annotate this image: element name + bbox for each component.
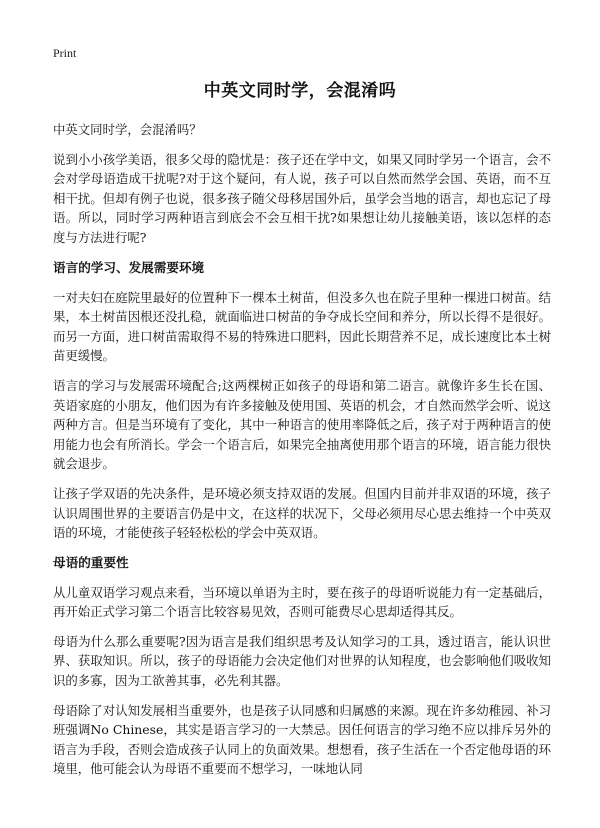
print-link[interactable]: Print — [53, 46, 77, 60]
page-title: 中英文同时学，会混淆吗 — [203, 81, 397, 101]
intro-question: 中英文同时学，会混淆吗？ — [53, 122, 202, 137]
section2-paragraph-3: 母语除了对认知发展相当重要外，也是孩子认同感和归属感的来源。现在许多幼稚园、补习班强调No Chinese，其实是语言学习的一大禁忌。因任何语言的学习绝不应以排斥另外的语言为手段，否则会造成孩子认同上的负面效果。想想看，孩子生活在一个否定他母语的环境里，他可能会认为母语不重要而不想学习，一味地认同 — [53, 702, 551, 777]
section1-paragraph-1: 一对夫妇在庭院里最好的位置种下一棵本土树苗，但没多久也在院子里种一棵进口树苗。结果，本土树苗因根还没扎稳，就面临进口树苗的争夺成长空间和养分，所以长得不是很好。而另一方面，进口树苗需取得不易的特殊进口肥料，因此长期营养不足，成长速度比本土树苗更缓慢。 — [53, 289, 551, 364]
intro-paragraph: 说到小小孩学美语，很多父母的隐忧是：孩子还在学中文，如果又同时学另一个语言，会不会对学母语造成干扰呢?对于这个疑问，有人说，孩子可以自然而然学会国、英语，而不互相干扰。但却有例子也说，很多孩子随父母移居国外后，虽学会当地的语言，却也忘记了母语。所以，同时学习两种语言到底会不会互相干扰?如果想让幼儿接触美语，该以怎样的态度与方法进行呢? — [53, 151, 551, 245]
section-heading-environment: 语言的学习、发展需要环境 — [53, 259, 205, 275]
section1-paragraph-3: 让孩子学双语的先决条件，是环境必须支持双语的发展。但国内目前并非双语的环境，孩子认识周围世界的主要语言仍是中文，在这样的状况下，父母必须用尽心思去维持一个中英双语的环境，才能使孩子轻轻松松的学会中英双语。 — [53, 485, 551, 541]
article-body — [53, 120, 551, 789]
section-heading-mother-tongue: 母语的重要性 — [53, 554, 129, 570]
section2-paragraph-1: 从儿童双语学习观点来看，当环境以单语为主时，要在孩子的母语听说能力有一定基础后，再开始正式学习第二个语言比较容易见效，否则可能费尽心思却适得其反。 — [53, 584, 551, 620]
section2-paragraph-2: 母语为什么那么重要呢?因为语言是我们组织思考及认知学习的工具，透过语言，能认识世界、获取知识。所以，孩子的母语能力会决定他们对世界的认知程度，也会影响他们吸收知识的多寡，因为工欲善其事，必先利其器。 — [53, 633, 551, 689]
section1-paragraph-2: 语言的学习与发展需环境配合;这两棵树正如孩子的母语和第二语言。就像许多生长在国、英语家庭的小朋友，他们因为有许多接触及使用国、英语的机会，才自然而然学会听、说这两种方言。但是当环境有了变化，其中一种语言的使用率降低之后，孩子对于两种语言的使用能力也会有所消长。学会一个语言后，如果完全抽离使用那个语言的环境，语言能力很快就会退步。 — [53, 377, 551, 472]
